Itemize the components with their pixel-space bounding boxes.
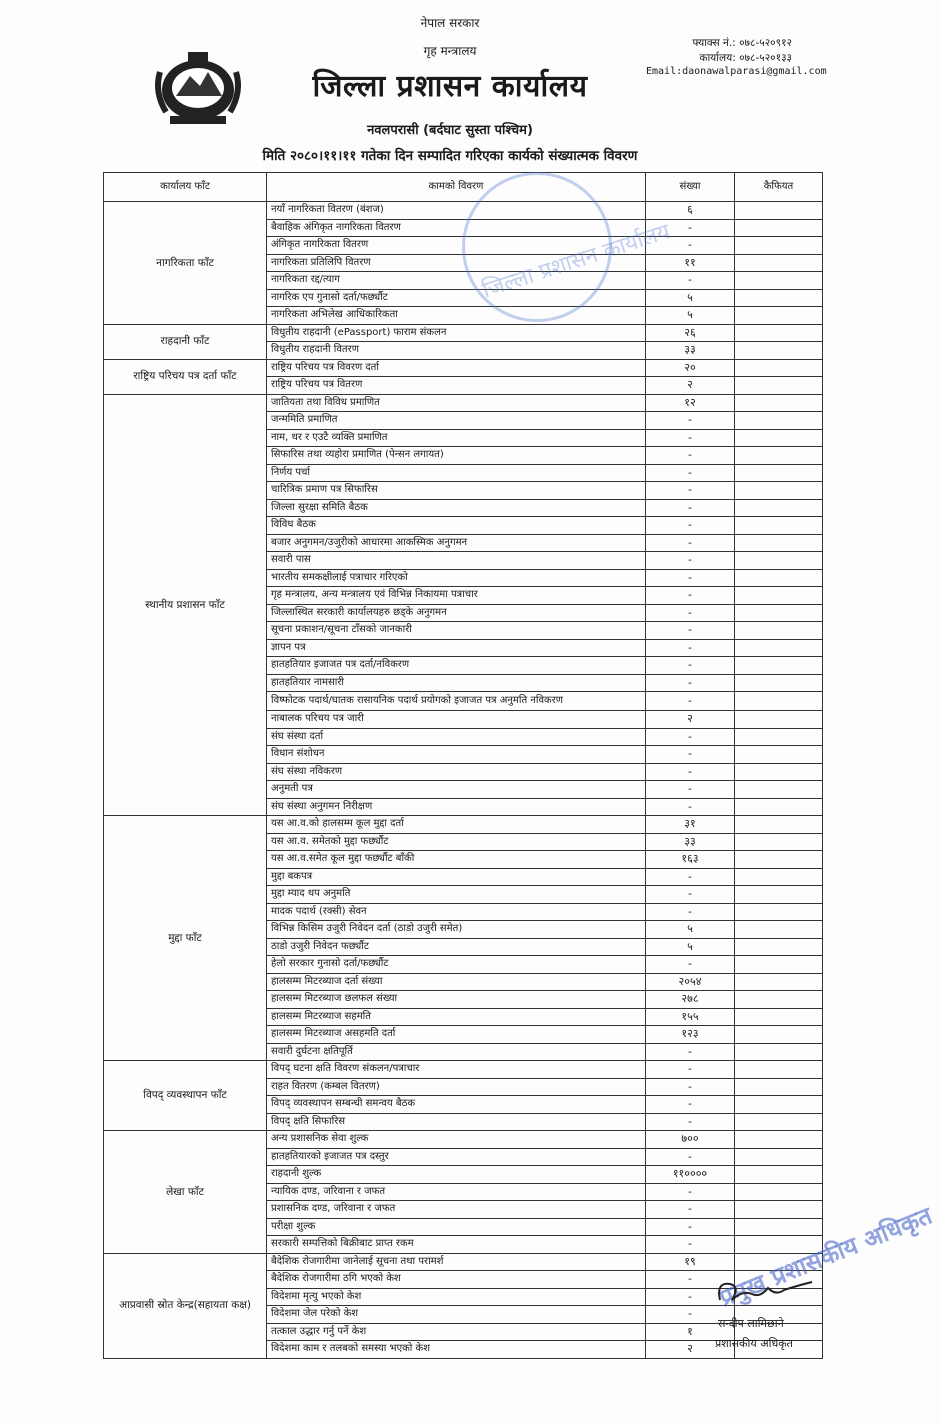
remarks-cell [735, 798, 823, 816]
remarks-cell [735, 219, 823, 237]
count-cell: १५५ [646, 1008, 735, 1026]
work-description-cell: विपद् व्यवस्थापन सम्बन्धी समन्वय बैठक [267, 1096, 646, 1114]
section-name-cell: आप्रवासी स्रोत केन्द्र(सहायता कक्ष) [104, 1253, 267, 1358]
remarks-cell [735, 1201, 823, 1219]
count-cell: - [646, 412, 735, 430]
work-description-cell: ठाडो उजुरी निवेदन फर्छ्यौट [267, 938, 646, 956]
remarks-cell [735, 429, 823, 447]
table-body [104, 202, 823, 1359]
work-description-cell: नागरिक एप गुनासो दर्ता/फर्छ्यौट [267, 289, 646, 307]
count-cell: ५ [646, 921, 735, 939]
count-cell: - [646, 569, 735, 587]
remarks-cell [735, 938, 823, 956]
work-description-cell: ज्ञापन पत्र [267, 639, 646, 657]
work-description-cell: सूचना प्रकाशन/सूचना टाँसको जानकारी [267, 622, 646, 640]
work-description-cell: मादक पदार्थ (रक्सी) सेवन [267, 903, 646, 921]
work-description-cell: संघ संस्था नविकरण [267, 763, 646, 781]
work-description-cell: सवारी दुर्घटना क्षतिपूर्ति [267, 1043, 646, 1061]
handwritten-signature-icon [712, 1272, 822, 1312]
work-description-cell: राहत वितरण (कम्बल वितरण) [267, 1078, 646, 1096]
work-description-cell: परीक्षा शुल्क [267, 1218, 646, 1236]
count-cell: २ [646, 711, 735, 729]
work-description-cell: अनुमती पत्र [267, 781, 646, 799]
count-cell: - [646, 552, 735, 570]
count-cell: - [646, 1218, 735, 1236]
remarks-cell [735, 307, 823, 325]
count-cell: - [646, 1306, 735, 1324]
work-description-cell: विपद् घटना क्षति विवरण संकलन/पत्राचार [267, 1061, 646, 1079]
remarks-cell [735, 377, 823, 395]
count-cell: ३३ [646, 833, 735, 851]
work-description-cell: बजार अनुगमन/उजुरीको आधारमा आकस्मिक अनुगमन [267, 534, 646, 552]
work-description-cell: बैवाहिक अंगिकृत नागरिकता वितरण [267, 219, 646, 237]
count-cell: - [646, 499, 735, 517]
work-description-cell: विधुतीय राहदानी वितरण [267, 342, 646, 360]
section-name-cell: राहदानी फाँट [104, 324, 267, 359]
remarks-cell [735, 746, 823, 764]
section-name-cell: नागरिकता फाँट [104, 202, 267, 325]
count-cell: - [646, 517, 735, 535]
remarks-cell [735, 517, 823, 535]
remarks-cell [735, 1008, 823, 1026]
count-cell: - [646, 1113, 735, 1131]
count-cell: ५ [646, 289, 735, 307]
count-cell: २ [646, 377, 735, 395]
table-header-row [104, 173, 823, 202]
work-description-cell: जन्ममिति प्रमाणित [267, 412, 646, 430]
remarks-cell [735, 851, 823, 869]
count-cell: ७०० [646, 1131, 735, 1149]
count-cell: २० [646, 359, 735, 377]
work-description-cell: मुद्दा म्याद थप अनुमति [267, 886, 646, 904]
office-seal-text: जिल्ला प्रशासन कार्यालय [479, 219, 674, 304]
work-description-cell: सवारी पास [267, 552, 646, 570]
government-heading: नेपाल सरकार [420, 16, 480, 30]
remarks-cell [735, 464, 823, 482]
remarks-cell [735, 272, 823, 290]
work-description-cell: निर्णय पर्चा [267, 464, 646, 482]
remarks-cell [735, 447, 823, 465]
remarks-cell [735, 692, 823, 711]
remarks-cell [735, 1096, 823, 1114]
work-description-cell: यस आ.व.समेत कूल मुद्दा फर्छ्यौट बाँकी [267, 851, 646, 869]
count-cell: - [646, 237, 735, 255]
ministry-heading: गृह मन्त्रालय [423, 44, 477, 58]
count-cell: - [646, 622, 735, 640]
count-cell: ११ [646, 254, 735, 272]
count-cell: - [646, 1201, 735, 1219]
remarks-cell [735, 342, 823, 360]
column-header-description: कामको विवरण [267, 173, 646, 202]
remarks-cell [735, 587, 823, 605]
count-cell: - [646, 604, 735, 622]
count-cell: - [646, 956, 735, 974]
count-cell: - [646, 1288, 735, 1306]
remarks-cell [735, 711, 823, 729]
work-description-cell: प्रशासनिक दण्ड, जरिवाना र जफत [267, 1201, 646, 1219]
column-header-count: संख्या [646, 173, 735, 202]
count-cell: - [646, 639, 735, 657]
work-description-cell: चारित्रिक प्रमाण पत्र सिफारिस [267, 482, 646, 500]
remarks-cell [735, 639, 823, 657]
work-description-cell: अन्य प्रशासनिक सेवा शुल्क [267, 1131, 646, 1149]
table-row [104, 202, 823, 220]
remarks-cell [735, 202, 823, 220]
section-name-cell: राष्ट्रिय परिचय पत्र दर्ता फाँट [104, 359, 267, 394]
work-description-cell: हातहतियार नामसारी [267, 674, 646, 692]
remarks-cell [735, 1183, 823, 1201]
remarks-cell [735, 1131, 823, 1149]
remarks-cell [735, 763, 823, 781]
signer-title: प्रशासकीय अधिकृत [715, 1337, 793, 1350]
count-cell: ६ [646, 202, 735, 220]
remarks-cell [735, 903, 823, 921]
count-cell: - [646, 534, 735, 552]
activity-report-table [103, 172, 823, 1359]
remarks-cell [735, 868, 823, 886]
count-cell: - [646, 903, 735, 921]
count-cell: - [646, 763, 735, 781]
remarks-cell [735, 289, 823, 307]
work-description-cell: यस आ.व. समेतको मुद्दा फर्छ्यौट [267, 833, 646, 851]
work-description-cell: जिल्ला सुरक्षा समिति बैठक [267, 499, 646, 517]
work-description-cell: संघ संस्था दर्ता [267, 728, 646, 746]
work-description-cell: अंगिकृत नागरिकता वितरण [267, 237, 646, 255]
remarks-cell [735, 1043, 823, 1061]
work-description-cell: बैदेशिक रोजगारीमा ठगि भएको केश [267, 1271, 646, 1289]
work-description-cell: विष्फोटक पदार्थ/घातक रासायनिक पदार्थ प्रयोगको इजाजत पत्र अनुमति नविकरण [267, 692, 646, 711]
remarks-cell [735, 921, 823, 939]
remarks-cell [735, 534, 823, 552]
section-name-cell: लेखा फाँट [104, 1131, 267, 1254]
count-cell: - [646, 692, 735, 711]
count-cell: १ [646, 1323, 735, 1341]
remarks-cell [735, 324, 823, 342]
count-cell: ५ [646, 938, 735, 956]
office-title: जिल्ला प्रशासन कार्यालय [312, 69, 588, 104]
work-description-cell: गृह मन्त्रालय, अन्य मन्त्रालय एवं विभिन्न निकायमा पत्राचार [267, 587, 646, 605]
remarks-cell [735, 569, 823, 587]
count-cell: - [646, 781, 735, 799]
work-description-cell: हालसम्म मिटरब्याज असहमति दर्ता [267, 1026, 646, 1044]
count-cell: - [646, 1183, 735, 1201]
table-row [104, 1253, 823, 1271]
remarks-cell [735, 1061, 823, 1079]
work-description-cell: हेलो सरकार गुनासो दर्ता/फर्छ्यौट [267, 956, 646, 974]
work-description-cell: हातहतियार इजाजत पत्र दर्ता/नविकरण [267, 657, 646, 675]
section-name-cell: स्थानीय प्रशासन फाँट [104, 394, 267, 816]
count-cell: - [646, 868, 735, 886]
section-name-cell: विपद् व्यवस्थापन फाँट [104, 1061, 267, 1131]
remarks-cell [735, 412, 823, 430]
work-description-cell: विविध बैठक [267, 517, 646, 535]
remarks-cell [735, 833, 823, 851]
remarks-cell [735, 886, 823, 904]
count-cell: १९ [646, 1253, 735, 1271]
remarks-cell [735, 728, 823, 746]
column-header-section: कार्यालय फाँट [104, 173, 267, 202]
remarks-cell [735, 499, 823, 517]
section-name-cell: मुद्दा फाँट [104, 816, 267, 1061]
work-description-cell: राहदानी शुल्क [267, 1166, 646, 1184]
work-description-cell: राष्ट्रिय परिचय पत्र विवरण दर्ता [267, 359, 646, 377]
table-row [104, 1131, 823, 1149]
table-row [104, 324, 823, 342]
count-cell: - [646, 798, 735, 816]
count-cell: - [646, 219, 735, 237]
count-cell: १२ [646, 394, 735, 412]
count-cell: - [646, 464, 735, 482]
work-description-cell: मुद्दा बकपत्र [267, 868, 646, 886]
remarks-cell [735, 991, 823, 1009]
work-description-cell: संघ संस्था अनुगमन निरीक्षण [267, 798, 646, 816]
table-row [104, 359, 823, 377]
work-description-cell: विधान संशोधन [267, 746, 646, 764]
table-row [104, 394, 823, 412]
work-description-cell: यस आ.व.को हालसम्म कूल मुद्दा दर्ता [267, 816, 646, 834]
count-cell: - [646, 447, 735, 465]
table-row [104, 816, 823, 834]
work-description-cell: जातियता तथा विविध प्रमाणित [267, 394, 646, 412]
work-description-cell: विपद् क्षति सिफारिस [267, 1113, 646, 1131]
work-description-cell: नयाँ नागरिकता वितरण (बंशज) [267, 202, 646, 220]
count-cell: - [646, 1236, 735, 1254]
work-description-cell: नाबालक परिचय पत्र जारी [267, 711, 646, 729]
work-description-cell: नागरिकता रद्द/त्याग [267, 272, 646, 290]
count-cell: - [646, 272, 735, 290]
count-cell: - [646, 886, 735, 904]
work-description-cell: न्यायिक दण्ड, जरिवाना र जफत [267, 1183, 646, 1201]
count-cell: २७८ [646, 991, 735, 1009]
count-cell: - [646, 1043, 735, 1061]
column-header-remarks: कैफियत [735, 173, 823, 202]
count-cell: - [646, 1271, 735, 1289]
count-cell: - [646, 657, 735, 675]
work-description-cell: हालसम्म मिटरब्याज छलफल संख्या [267, 991, 646, 1009]
remarks-cell [735, 1078, 823, 1096]
table-row [104, 1061, 823, 1079]
count-cell: १२३ [646, 1026, 735, 1044]
work-description-cell: नागरिकता प्रतिलिपि वितरण [267, 254, 646, 272]
count-cell: ५ [646, 307, 735, 325]
remarks-cell [735, 1218, 823, 1236]
work-description-cell: जिल्लास्थित सरकारी कार्यालयहरु छड्के अनुगमन [267, 604, 646, 622]
work-description-cell: विभिन्न किसिम उजुरी निवेदन दर्ता (ठाडो उजुरी समेत) [267, 921, 646, 939]
work-description-cell: राष्ट्रिय परिचय पत्र वितरण [267, 377, 646, 395]
count-cell: - [646, 482, 735, 500]
work-description-cell: सिफारिस तथा व्यहोरा प्रमाणित (पेन्सन लगायत) [267, 447, 646, 465]
report-subtitle: मिति २०८०।११।११ गतेका दिन सम्पादित गरिएका कार्यको संख्यात्मक विवरण [262, 148, 638, 164]
remarks-cell [735, 359, 823, 377]
remarks-cell [735, 1026, 823, 1044]
count-cell: १६३ [646, 851, 735, 869]
remarks-cell [735, 237, 823, 255]
remarks-cell [735, 254, 823, 272]
office-phone: कार्यालय: ०७८-५२०१३३ [699, 52, 792, 64]
remarks-cell [735, 1113, 823, 1131]
remarks-cell [735, 657, 823, 675]
work-description-cell: विदेशमा काम र तलबको समस्या भएको केश [267, 1341, 646, 1359]
count-cell: २०५४ [646, 973, 735, 991]
count-cell: ३१ [646, 816, 735, 834]
work-description-cell: विदेशमा जेल परेको केश [267, 1306, 646, 1324]
remarks-cell [735, 956, 823, 974]
remarks-cell [735, 973, 823, 991]
count-cell: २ [646, 1341, 735, 1359]
remarks-cell [735, 622, 823, 640]
remarks-cell [735, 1148, 823, 1166]
count-cell: - [646, 1078, 735, 1096]
count-cell: - [646, 728, 735, 746]
remarks-cell [735, 394, 823, 412]
count-cell: - [646, 1096, 735, 1114]
work-description-cell: विधुतीय राहदानी (ePassport) फाराम संकलन [267, 324, 646, 342]
work-description-cell: विदेशमा मृत्यु भएको केश [267, 1288, 646, 1306]
work-description-cell: हातहतियारको इजाजत पत्र दस्तुर [267, 1148, 646, 1166]
count-cell: - [646, 746, 735, 764]
count-cell: - [646, 587, 735, 605]
work-description-cell: भारतीय समकक्षीलाई पत्राचार गरिएको [267, 569, 646, 587]
work-description-cell: हालसम्म मिटरब्याज दर्ता संख्या [267, 973, 646, 991]
count-cell: - [646, 1148, 735, 1166]
remarks-cell [735, 552, 823, 570]
count-cell: २६ [646, 324, 735, 342]
signer-name: सन्दीप लामिछाने [718, 1317, 784, 1330]
count-cell: ११०००० [646, 1166, 735, 1184]
work-description-cell: नाम, थर र एउटै व्यक्ति प्रमाणित [267, 429, 646, 447]
work-description-cell: सरकारी सम्पत्तिको बिक्रीबाट प्राप्त रकम [267, 1236, 646, 1254]
count-cell: - [646, 1061, 735, 1079]
remarks-cell [735, 1166, 823, 1184]
work-description-cell: नागरिकता अभिलेख आधिकारिकता [267, 307, 646, 325]
signature-seal-stamp: प्रमुख प्रशासकीय अधिकृत [715, 1201, 936, 1313]
work-description-cell: बैदेशिक रोजगारीमा जानेलाई सूचना तथा परामर्श [267, 1253, 646, 1271]
district-heading: नवलपरासी (बर्दघाट सुस्ता पश्चिम) [367, 123, 533, 138]
remarks-cell [735, 482, 823, 500]
remarks-cell [735, 816, 823, 834]
remarks-cell [735, 604, 823, 622]
email-address: Email:daonawalparasi@gmail.com [646, 66, 827, 77]
work-description-cell: हालसम्म मिटरब्याज सहमति [267, 1008, 646, 1026]
remarks-cell [735, 674, 823, 692]
count-cell: ३३ [646, 342, 735, 360]
work-description-cell: तत्काल उद्धार गर्नु पर्ने केश [267, 1323, 646, 1341]
fax-number: फ्याक्स नं.: ०७८-५२०९१२ [692, 37, 792, 49]
count-cell: - [646, 674, 735, 692]
remarks-cell [735, 781, 823, 799]
count-cell: - [646, 429, 735, 447]
